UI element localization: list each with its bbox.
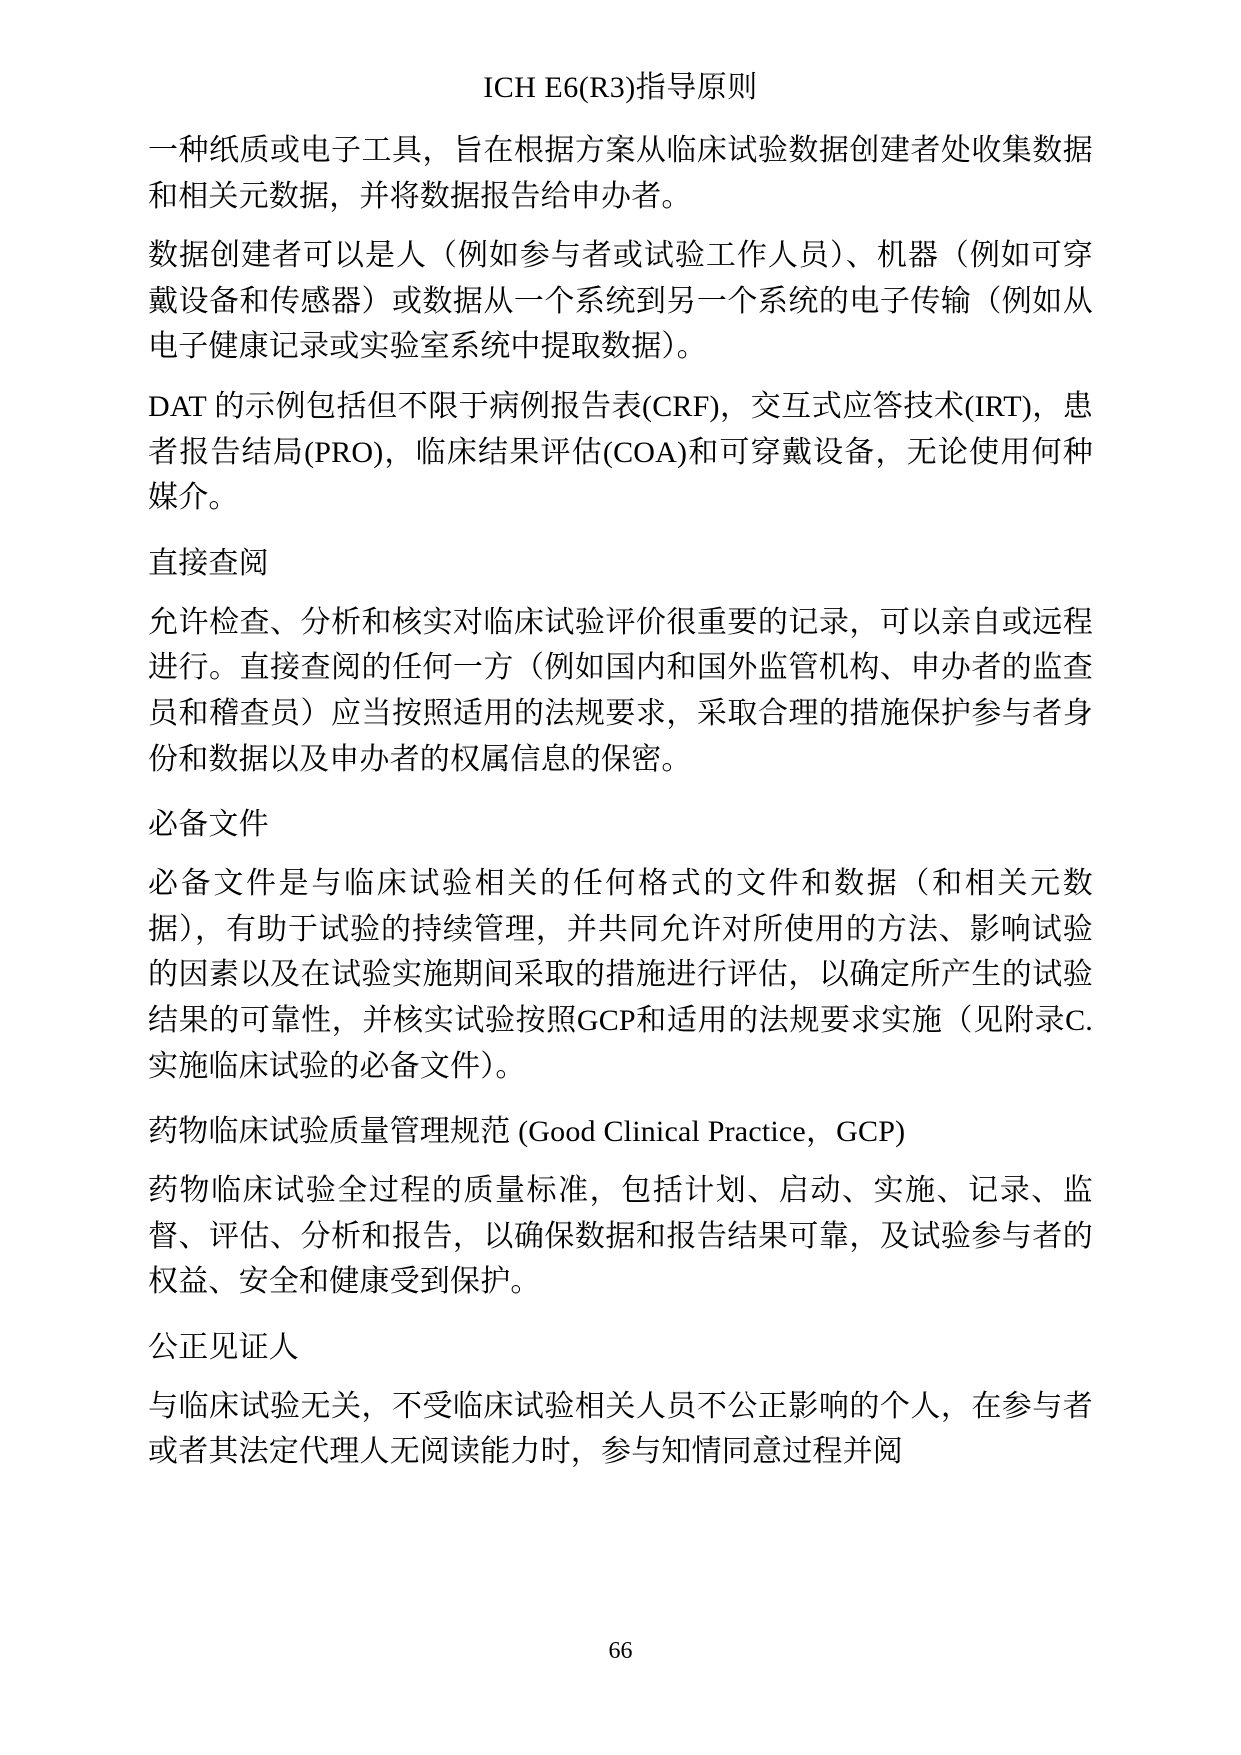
paragraph: 数据创建者可以是人（例如参与者或试验工作人员）、机器（例如可穿戴设备和传感器）或数据从一个系统到另一个系统的电子传输（例如从电子健康记录或实验室系统中提取数据）。 [148, 239, 1093, 364]
section-heading: 直接查阅 [148, 546, 269, 580]
paragraph: 与临床试验无关，不受临床试验相关人员不公正影响的个人，在参与者或者其法定代理人无阅读能力时，参与知情同意过程并阅 [148, 1389, 1093, 1469]
paragraph: 一种纸质或电子工具，旨在根据方案从临床试验数据创建者处收集数据和相关元数据，并将数据报告给申办者。 [148, 134, 1093, 213]
paragraph: 药物临床试验全过程的质量标准，包括计划、启动、实施、记录、监督、评估、分析和报告，以确保数据和报告结果可靠，及试验参与者的权益、安全和健康受到保护。 [148, 1174, 1093, 1299]
section-heading: 公正见证人 [148, 1330, 299, 1364]
page-number: 66 [608, 1638, 633, 1664]
section-heading: 必备文件 [148, 808, 269, 842]
page-header-title: ICH E6(R3)指导原则 [483, 71, 758, 104]
section-heading: 药物临床试验质量管理规范 (Good Clinical Practice，GCP) [148, 1115, 906, 1149]
paragraph: DAT 的示例包括但不限于病例报告表(CRF)，交互式应答技术(IRT)，患者报告结局(PRO)，临床结果评估(COA)和可穿戴设备，无论使用何种媒介。 [148, 389, 1093, 515]
paragraph: 允许检查、分析和核实对临床试验评价很重要的记录，可以亲自或远程进行。直接查阅的任何一方（例如国内和国外监管机构、申办者的监查员和稽查员）应当按照适用的法规要求，采取合理的措施保护参与者身份和数据以及申办者的权属信息的保密。 [148, 605, 1093, 776]
document-body [148, 128, 1093, 1489]
paragraph: 必备文件是与临床试验相关的任何格式的文件和数据（和相关元数据），有助于试验的持续管理，并共同允许对所使用的方法、影响试验的因素以及在试验实施期间采取的措施进行评估，以确定所产生的试验结果的可靠性，并核实试验按照GCP和适用的法规要求实施（见附录C.实施临床试验的必备文件）。 [148, 867, 1093, 1083]
